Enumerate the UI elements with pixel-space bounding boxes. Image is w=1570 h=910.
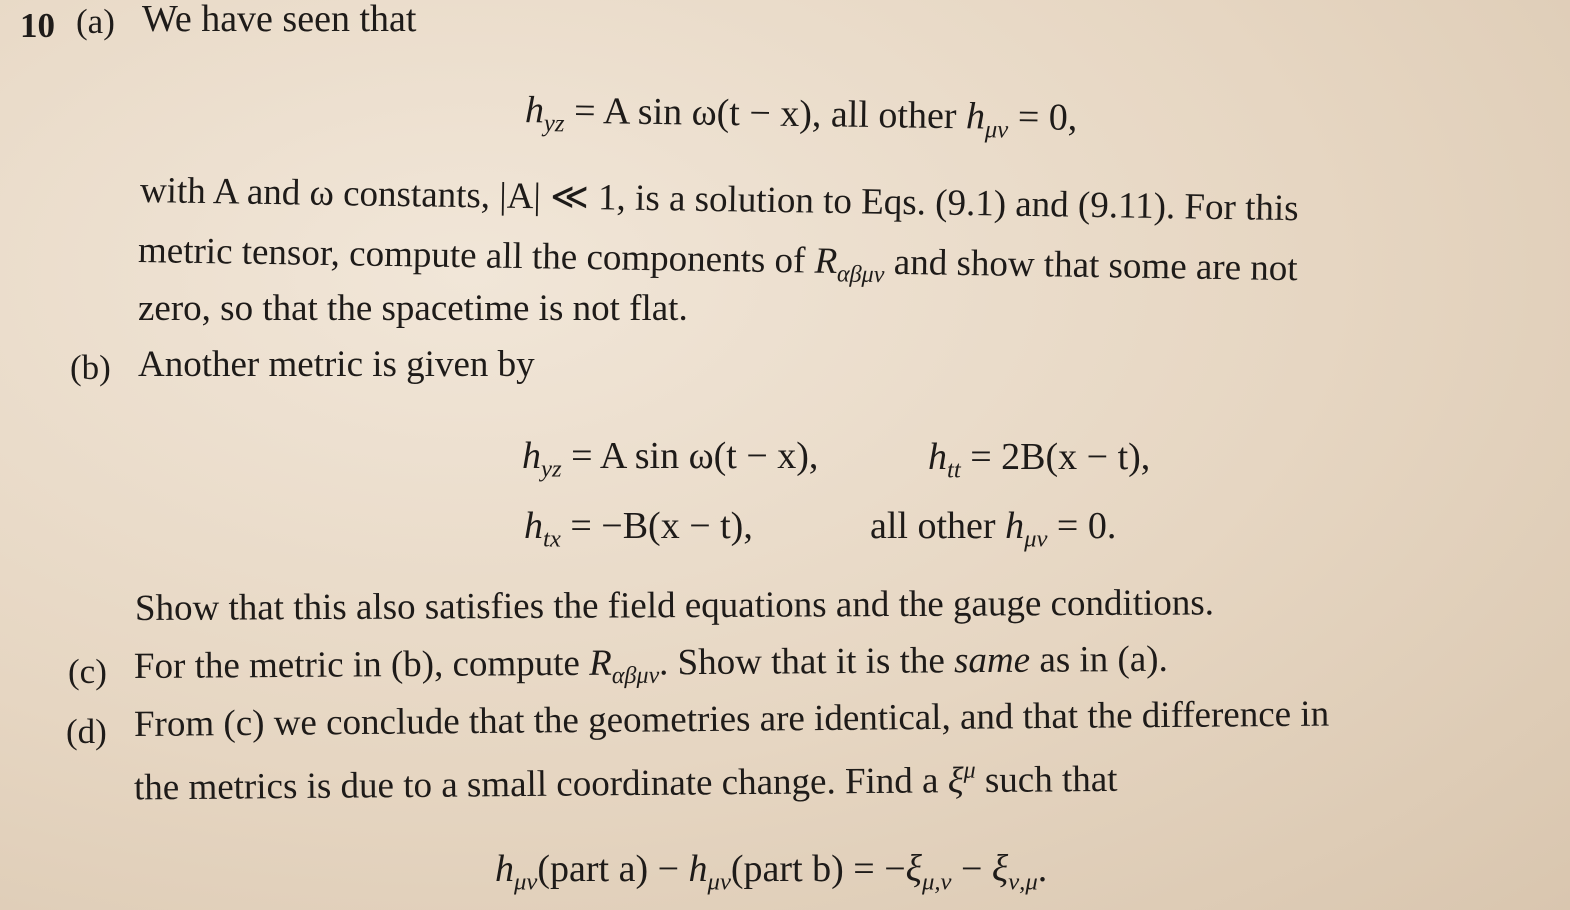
eq-b2a-sub: tx bbox=[543, 525, 561, 553]
equation-b-row1-left bbox=[522, 437, 818, 482]
eq-d-h1-sub: μν bbox=[514, 868, 538, 896]
part-a-text-line1: with A and ω constants, |A| ≪ 1, is a solution to Eqs. (9.1) and (9.11). For this bbox=[139, 170, 1299, 230]
equation-part-d bbox=[495, 850, 1047, 895]
eq-b1a-sub: yz bbox=[541, 455, 562, 483]
eq-d-xi2: ξ bbox=[991, 848, 1009, 890]
part-c-emph: same bbox=[953, 639, 1031, 682]
eq-b1a-h: h bbox=[522, 435, 541, 477]
part-d-label: (d) bbox=[66, 712, 107, 751]
eq-d-h2: h bbox=[688, 848, 708, 890]
part-c-R-sub: αβμν bbox=[611, 662, 660, 690]
eq-d-xi2-sub: ν,μ bbox=[1008, 868, 1038, 896]
eq-d-minus: − bbox=[951, 848, 992, 890]
eq-a-h2: h bbox=[965, 95, 986, 138]
eq-a-sub: yz bbox=[543, 110, 565, 138]
eq-a-tail: = 0, bbox=[1008, 95, 1078, 139]
eq-d-xi1-sub: μ,ν bbox=[921, 868, 952, 896]
part-d-line2-b: such that bbox=[975, 758, 1118, 802]
part-d-line1: From (c) we conclude that the geometries are identical, and that the difference in bbox=[133, 693, 1330, 745]
part-d-line2 bbox=[133, 757, 1118, 809]
part-c-R: R bbox=[589, 642, 612, 684]
part-c-text-b: . Show that it is the bbox=[658, 640, 955, 684]
eq-b2b-text: all other bbox=[870, 505, 1006, 547]
eq-d-h1: h bbox=[495, 848, 514, 890]
eq-b1b-sub: tt bbox=[947, 456, 961, 484]
equation-b-row2-left bbox=[524, 507, 753, 552]
eq-b2a-h: h bbox=[524, 505, 543, 547]
eq-d-part-b: (part b) = − bbox=[730, 848, 906, 890]
part-a-line2-a: metric tensor, compute all the components of bbox=[137, 230, 815, 282]
part-b-intro: Another metric is given by bbox=[138, 344, 535, 385]
part-c-text bbox=[133, 638, 1168, 692]
eq-b1a-rest: = A sin ω(t − x), bbox=[561, 435, 819, 477]
part-b-text: Show that this also satisfies the field equations and the gauge conditions. bbox=[134, 582, 1215, 629]
eq-a-h: h bbox=[524, 89, 545, 132]
part-c-label: (c) bbox=[68, 652, 107, 691]
eq-b2b-sub: μν bbox=[1024, 525, 1048, 553]
part-a-text-line3: zero, so that the spacetime is not flat. bbox=[138, 288, 688, 329]
part-a-R: R bbox=[814, 240, 838, 282]
eq-b1b-h: h bbox=[928, 436, 947, 478]
equation-part-a bbox=[525, 91, 1078, 144]
part-a-line2-b: and show that some are not bbox=[884, 241, 1298, 290]
part-b-label: (b) bbox=[70, 348, 111, 387]
part-a-text-line2 bbox=[138, 232, 1298, 294]
part-d-xi-sup: μ bbox=[963, 757, 976, 784]
part-d-line2-a: the metrics is due to a small coordinate change. Find a bbox=[133, 760, 948, 809]
part-c-text-c: as in (a). bbox=[1029, 638, 1168, 681]
equation-b-row1-right bbox=[928, 438, 1150, 483]
eq-a-rest: = A sin ω(t − x), all other bbox=[564, 89, 967, 138]
part-a-label: (a) bbox=[76, 2, 115, 41]
part-d-xi: ξ bbox=[947, 760, 964, 802]
part-c-text-a: For the metric in (b), compute bbox=[133, 642, 590, 687]
eq-d-xi1: ξ bbox=[905, 848, 922, 890]
eq-b1b-rest: = 2B(x − t), bbox=[960, 436, 1151, 478]
eq-b2b-h: h bbox=[1005, 505, 1025, 547]
eq-d-h2-sub: μν bbox=[707, 868, 731, 896]
equation-b-row2-right bbox=[870, 507, 1116, 552]
eq-d-part-a: (part a) − bbox=[537, 848, 689, 890]
problem-number: 10 bbox=[20, 6, 55, 45]
eq-a-h2-sub: μν bbox=[984, 116, 1009, 144]
eq-b2b-rest: = 0. bbox=[1047, 505, 1117, 547]
part-a-R-sub: αβμν bbox=[836, 261, 885, 289]
part-a-intro: We have seen that bbox=[142, 0, 417, 40]
eq-d-end: . bbox=[1037, 848, 1048, 890]
eq-b2a-rest: = −B(x − t), bbox=[560, 505, 753, 547]
